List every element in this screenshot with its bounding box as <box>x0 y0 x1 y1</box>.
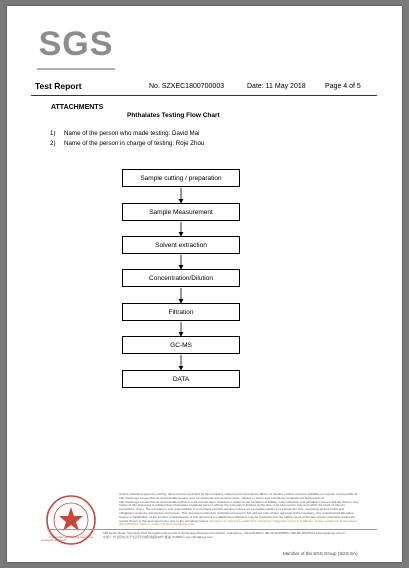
company-seal-icon <box>41 492 101 552</box>
report-title: Test Report <box>35 81 82 91</box>
telephone: t (86-20) 82155555 <box>263 531 289 535</box>
flow-step-sample-measurement: Sample Measurement <box>122 203 240 221</box>
report-date: Date: 11 May 2018 <box>247 83 306 90</box>
flow-step-concentration: Concentration/Dilution <box>122 269 240 287</box>
report-page <box>7 6 402 562</box>
list-item-number: 2) <box>50 140 56 147</box>
flow-step-gc-ms: GC-MS <box>122 336 240 354</box>
flow-step-solvent-extraction: Solvent extraction <box>122 236 240 254</box>
attachments-heading: ATTACHMENTS <box>51 104 104 111</box>
address-block <box>103 531 373 539</box>
flow-step-sample-cutting: Sample cutting / preparation <box>122 169 240 187</box>
authenticity-notice: Attention: To check the authenticity of testing / inspection report & certificate, please contact us at telephone: (86-755) 8307 1443, or email: CN.Doccheck@sgs.com <box>119 518 358 527</box>
page-number: Page 4 of 5 <box>325 83 361 90</box>
flow-chart-title: Phthalates Testing Flow Chart <box>127 112 220 119</box>
seal-text: Inspection & Testing Services <box>49 535 93 539</box>
footer-disclaimer <box>119 493 359 527</box>
fax: f (86-20) 82075113 <box>289 531 315 535</box>
flow-step-data: DATA <box>122 370 240 388</box>
address-divider <box>47 529 377 530</box>
logo-text: SGS <box>38 25 114 63</box>
address-english: 198 Kezhu Road, Scientech Park Guangzhou Economic & Technology Development District, Guangzhou, China 510663 t (86-20) 82155555 f (86-20) 82075113 www.sgsgroup.com.cn <box>103 531 346 535</box>
address-chinese: 中国·广州·经济技术开发区科学城科珠路198号 邮编: 510663 e sgs.china@sgs.com <box>103 535 213 539</box>
list-item-number: 1) <box>50 130 56 137</box>
list-item-text: Name of the person in charge of testing: Roje Zhou <box>64 140 205 147</box>
flow-step-filtration: Filtration <box>122 303 240 321</box>
group-membership: Member of the SGS Group (SGS SA) <box>283 551 358 556</box>
disclaimer-text: Unless otherwise agreed in writing, this document is issued by the Company subject to its General Conditions of Service printed overleaf, available on request or accessible at http://www.sgs.com/en/Terms-and-Conditions.aspx and, for electronic format documents, subject to Terms and Conditions for Electronic Documents at http://www.sgs.com/en/Terms-and-Conditions/Terms-e-Document.aspx. Attention is drawn to the limitation of liability, indemnification and jurisdiction issues defined therein. Any holder of this document is advised that information contained hereon reflects the Company's findings at the time of its intervention only and within the limits of Client's instructions, if any. The Company's sole responsibility is to its Client and this document does not exonerate parties to a transaction from exercising all their rights and obligations under the transaction documents. This document cannot be reproduced except in full, without prior written approval of the Company. Any unauthorized alteration, forgery or falsification of the content or appearance of this document is unlawful and offenders may be prosecuted to the fullest extent of the law. Unless otherwise stated the results shown in this test report refer only to the sample(s) tested. <box>119 492 359 523</box>
list-item-text: Name of the person who made testing: David Mai <box>64 130 200 137</box>
email-address: e sgs.china@sgs.com <box>183 535 213 539</box>
stamp-note: Guangzhou Branch <box>41 538 67 542</box>
report-number: No. SZXEC1800700003 <box>149 83 225 90</box>
website-link: www.sgsgroup.com.cn <box>315 531 346 535</box>
